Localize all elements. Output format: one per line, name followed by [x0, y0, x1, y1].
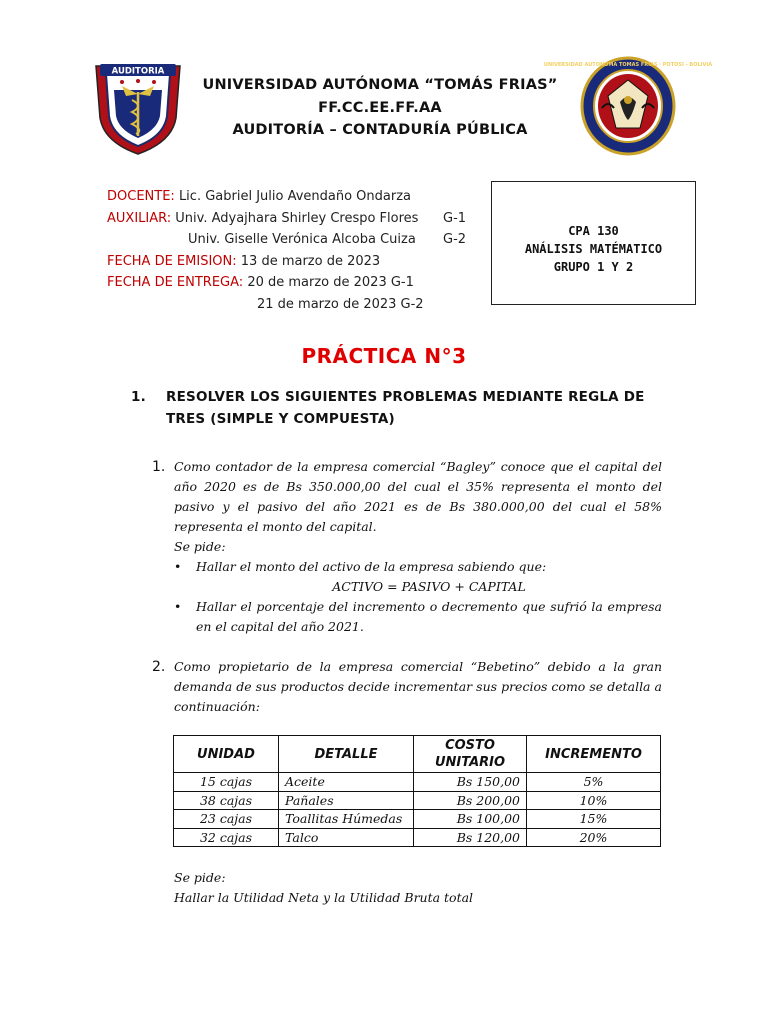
problem-1-text: Como contador de la empresa comercial “Bagley” conoce que el capital del año 2020 es de Bs 350.000,00 del cual el 35% representa el monto del pasivo y el pasivo del año 2021 es de Bs 380.000,00 del cual el 58% representa el monto del capital.: [174, 459, 662, 534]
section-text: RESOLVER LOS SIGUIENTES PROBLEMAS MEDIANTE REGLA DE TRES (SIMPLE Y COMPUESTA): [166, 389, 645, 427]
auxiliar-row-1: [107, 208, 467, 230]
university-name: UNIVERSIDAD AUTÓNOMA “TOMÁS FRIAS”: [202, 77, 558, 93]
problem-2-number: 2.: [152, 659, 166, 675]
bullet-2-text: • Hallar el porcentaje del incremento o decremento que sufrió la empresa en el capital del año 2021.: [196, 599, 662, 634]
problem-1: [152, 457, 662, 637]
auxiliar-2-group: G-2: [443, 232, 467, 247]
cell-unidad: 32 cajas: [174, 828, 279, 847]
emision-row: [107, 251, 424, 273]
docente-row: [107, 186, 424, 208]
problem-1-se-pide: Se pide:: [174, 539, 226, 554]
problem-2: [152, 657, 662, 717]
course-info-box: [491, 181, 696, 305]
cell-costo: Bs 200,00: [414, 791, 527, 810]
col-header-incremento: INCREMENTO: [527, 736, 661, 773]
cell-incremento: 15%: [527, 810, 661, 829]
cell-costo: Bs 100,00: [414, 810, 527, 829]
cell-detalle: Toallitas Húmedas: [279, 810, 414, 829]
cell-detalle: Talco: [279, 828, 414, 847]
problem-2-requirements: [174, 868, 473, 908]
seal-ring-text: UNIVERSIDAD AUTONOMA TOMAS FRIAS · POTOSI - BOLIVIA: [543, 62, 713, 68]
course-code: CPA 130: [568, 224, 619, 238]
cell-detalle: Aceite: [279, 773, 414, 792]
entrega-row-2: [107, 294, 424, 316]
course-groups: GRUPO 1 Y 2: [553, 260, 634, 274]
page-title: PRÁCTICA N°3: [301, 344, 467, 368]
university-seal-logo: [543, 56, 713, 156]
footer-task: Hallar la Utilidad Neta y la Utilidad Bruta total: [174, 890, 474, 905]
course-name: ANÁLISIS MATÉMATICO: [524, 242, 663, 256]
entrega-label: FECHA DE ENTREGA:: [107, 275, 244, 290]
logo-left-text: AUDITORIA: [111, 66, 165, 77]
institution-header: [170, 74, 590, 142]
cell-incremento: 10%: [527, 791, 661, 810]
problem-1-requirements: [152, 557, 662, 637]
price-increment-table: [173, 735, 661, 847]
cell-costo: Bs 120,00: [414, 828, 527, 847]
cell-incremento: 5%: [527, 773, 661, 792]
cell-unidad: 38 cajas: [174, 791, 279, 810]
entrega-date-2: 21 de marzo de 2023 G-2: [257, 296, 424, 312]
docente-value: Lic. Gabriel Julio Avendaño Ondarza: [178, 189, 412, 204]
cell-unidad: 23 cajas: [174, 810, 279, 829]
faculty-name: FF.CC.EE.FF.AA: [318, 99, 442, 116]
section-number: 1.: [131, 389, 146, 405]
col-header-detalle: DETALLE: [279, 736, 414, 773]
cell-incremento: 20%: [527, 828, 661, 847]
career-name: AUDITORÍA – CONTADURÍA PÚBLICA: [232, 122, 528, 138]
section-heading: [131, 387, 651, 430]
cell-unidad: 15 cajas: [174, 773, 279, 792]
col-header-unidad: UNIDAD: [174, 736, 279, 773]
auxiliar-row-2: [107, 229, 467, 251]
emision-date: 13 de marzo de 2023: [240, 253, 381, 269]
docente-label: DOCENTE:: [107, 189, 175, 204]
auxiliar-1-group: G-1: [443, 210, 467, 226]
accounting-formula: ACTIVO = PASIVO + CAPITAL: [332, 579, 526, 594]
auxiliar-1-name: Univ. Adyajhara Shirley Crespo Flores: [175, 210, 419, 226]
cell-costo: Bs 150,00: [414, 773, 527, 792]
bullet-1-text: • Hallar el monto del activo de la empresa sabiendo que:: [196, 559, 547, 574]
cell-detalle: Pañales: [279, 791, 414, 810]
problem-1-number: 1.: [152, 459, 166, 475]
problem-2-text: Como propietario de la empresa comercial “Bebetino” debido a la gran demanda de sus productos decide incrementar sus precios como se detalla a continuación:: [174, 659, 662, 714]
problem-1-bullet-2: [174, 597, 662, 637]
table-row: [174, 773, 661, 792]
table-row: [174, 791, 661, 810]
table-header-row: [174, 736, 661, 773]
table-row: [174, 828, 661, 847]
document-metadata: [107, 186, 467, 315]
auxiliar-label: AUXILIAR:: [107, 210, 172, 226]
footer-se-pide: Se pide:: [174, 870, 226, 885]
table-row: [174, 810, 661, 829]
entrega-date-1: 20 de marzo de 2023 G-1: [247, 275, 414, 290]
col-header-costo: COSTO UNITARIO: [414, 736, 527, 773]
entrega-row-1: [107, 272, 424, 294]
problem-1-bullet-1: [174, 557, 662, 597]
auxiliar-2-name: Univ. Giselle Verónica Alcoba Cuiza: [188, 232, 416, 247]
emision-label: FECHA DE EMISION:: [107, 253, 237, 269]
